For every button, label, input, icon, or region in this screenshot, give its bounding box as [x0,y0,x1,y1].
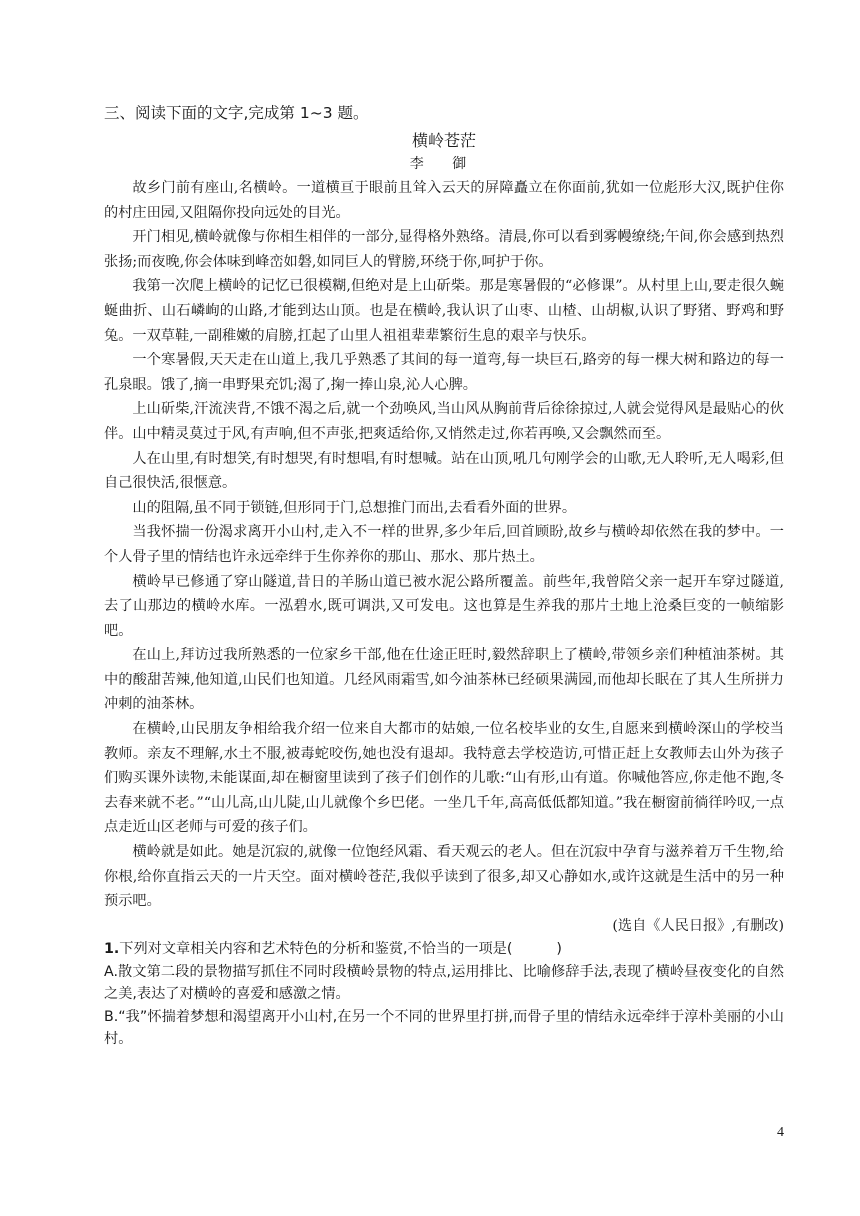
question-text: 下列对文章相关内容和艺术特色的分析和鉴赏,不恰当的一项是( [119,941,513,958]
question-text-end: ) [556,941,562,958]
article-paragraph: 上山斫柴,汗流浃背,不饿不渴之后,就一个劲唤风,当山风从胸前背后徐徐掠过,人就会觉得风是最贴心的伙伴。山中精灵莫过于风,有声响,但不声张,把爽适给你,又悄然走过,你若再唤,又会飘然而至。 [104,401,784,442]
page-number: 4 [777,1125,784,1140]
article-author: 李 御 [409,156,479,172]
article-paragraph: 故乡门前有座山,名横岭。一道横亘于眼前且耸入云天的屏障矗立在你面前,犹如一位彪形大汉,既护住你的村庄田园,又阻隔你投向远处的目光。 [104,180,784,221]
article-paragraph: 横岭早已修通了穿山隧道,昔日的羊肠山道已被水泥公路所覆盖。前些年,我曾陪父亲一起开车穿过隧道,去了山那边的横岭水库。一泓碧水,既可调洪,又可发电。这也算是生养我的那片土地上沧桑巨变的一帧缩影吧。 [104,573,784,639]
article-paragraph: 开门相见,横岭就像与你相生相伴的一部分,显得格外熟络。清晨,你可以看到雾幔缭绕;午间,你会感到热烈张扬;而夜晚,你会体味到峰峦如磐,如同巨人的臂膀,环绕于你,呵护于你。 [104,229,784,270]
article-paragraph: 我第一次爬上横岭的记忆已很模糊,但绝对是上山斫柴。那是寒暑假的“必修课”。从村里上山,要走很久蜿蜒曲折、山石嶙峋的山路,才能到达山顶。也是在横岭,我认识了山枣、山楂、山胡椒,认识了野猪、野鸡和野兔。一双草鞋,一副稚嫩的肩膀,扛起了山里人祖祖辈辈繁衍生息的艰辛与快乐。 [104,278,784,344]
article-paragraph: 山的阻隔,虽不同于锁链,但形同于门,总想推门而出,去看看外面的世界。 [132,499,577,516]
question-stem [104,938,784,960]
article-paragraph: 一个寒暑假,天天走在山道上,我几乎熟悉了其间的每一道弯,每一块巨石,路旁的每一棵大树和路边的每一孔泉眼。饿了,摘一串野果充饥;渴了,掬一捧山泉,沁人心脾。 [104,352,784,393]
question-number: 1. [104,941,120,958]
document-page [104,102,784,1050]
article-paragraph: 横岭就是如此。她是沉寂的,就像一位饱经风霜、看天观云的老人。但在沉寂中孕育与滋养着万千生物,给你根,给你直指云天的一片天空。面对横岭苍茫,我似乎读到了很多,却又心静如水,或许这就是生活中的另一种预示吧。 [104,844,784,910]
article-source: (选自《人民日报》,有删改) [612,917,784,934]
question-options [104,961,784,1051]
article-paragraph: 在山上,拜访过我所熟悉的一位家乡干部,他在仕途正旺时,毅然辞职上了横岭,带领乡亲们种植油茶树。其中的酸甜苦辣,他知道,山民们也知道。几经风雨霜雪,如今油茶林已经硕果满园,而他却长眠在了其人生所拼力冲刺的油茶林。 [104,647,784,713]
article-paragraph: 人在山里,有时想笑,有时想哭,有时想唱,有时想喊。站在山顶,吼几句刚学会的山歌,无人聆听,无人喝彩,但自己很快活,很惬意。 [104,450,784,492]
article-body [104,176,784,914]
article-paragraph: 在横岭,山民朋友争相给我介绍一位来自大都市的姑娘,一位名校毕业的女生,自愿来到横岭深山的学校当教师。亲友不理解,水土不服,被毒蛇咬伤,她也没有退却。我特意去学校造访,可惜正赶上女教师去山外为孩子们购买课外读物,未能谋面,却在橱窗里读到了孩子们创作的儿歌:“山有形,山有道。你喊他答应,你走他不跑,冬去春来就不老。”“山儿高,山儿陡,山儿就像个乡巴佬。一坐几千年,高高低低都知道。”我在橱窗前徜徉吟叹,一点点走近山区老师与可爱的孩子们。 [104,721,784,836]
option-b: B.“我”怀揣着梦想和渴望离开小山村,在另一个不同的世界里打拼,而骨子里的情结永远牵绊于淳朴美丽的小山村。 [104,1008,784,1048]
section-heading: 三、阅读下面的文字,完成第 1~3 题。 [104,104,369,122]
option-a: A.散文第二段的景物描写抓住不同时段横岭景物的特点,运用排比、比喻修辞手法,表现了横岭昼夜变化的自然之美,表达了对横岭的喜爱和感激之情。 [104,963,784,1003]
article-title: 横岭苍茫 [411,131,476,150]
article-paragraph: 当我怀揣一份渴求离开小山村,走入不一样的世界,多少年后,回首顾盼,故乡与横岭却依然在我的梦中。一个人骨子里的情结也许永远牵绊于生你养你的那山、那水、那片热土。 [104,524,784,565]
